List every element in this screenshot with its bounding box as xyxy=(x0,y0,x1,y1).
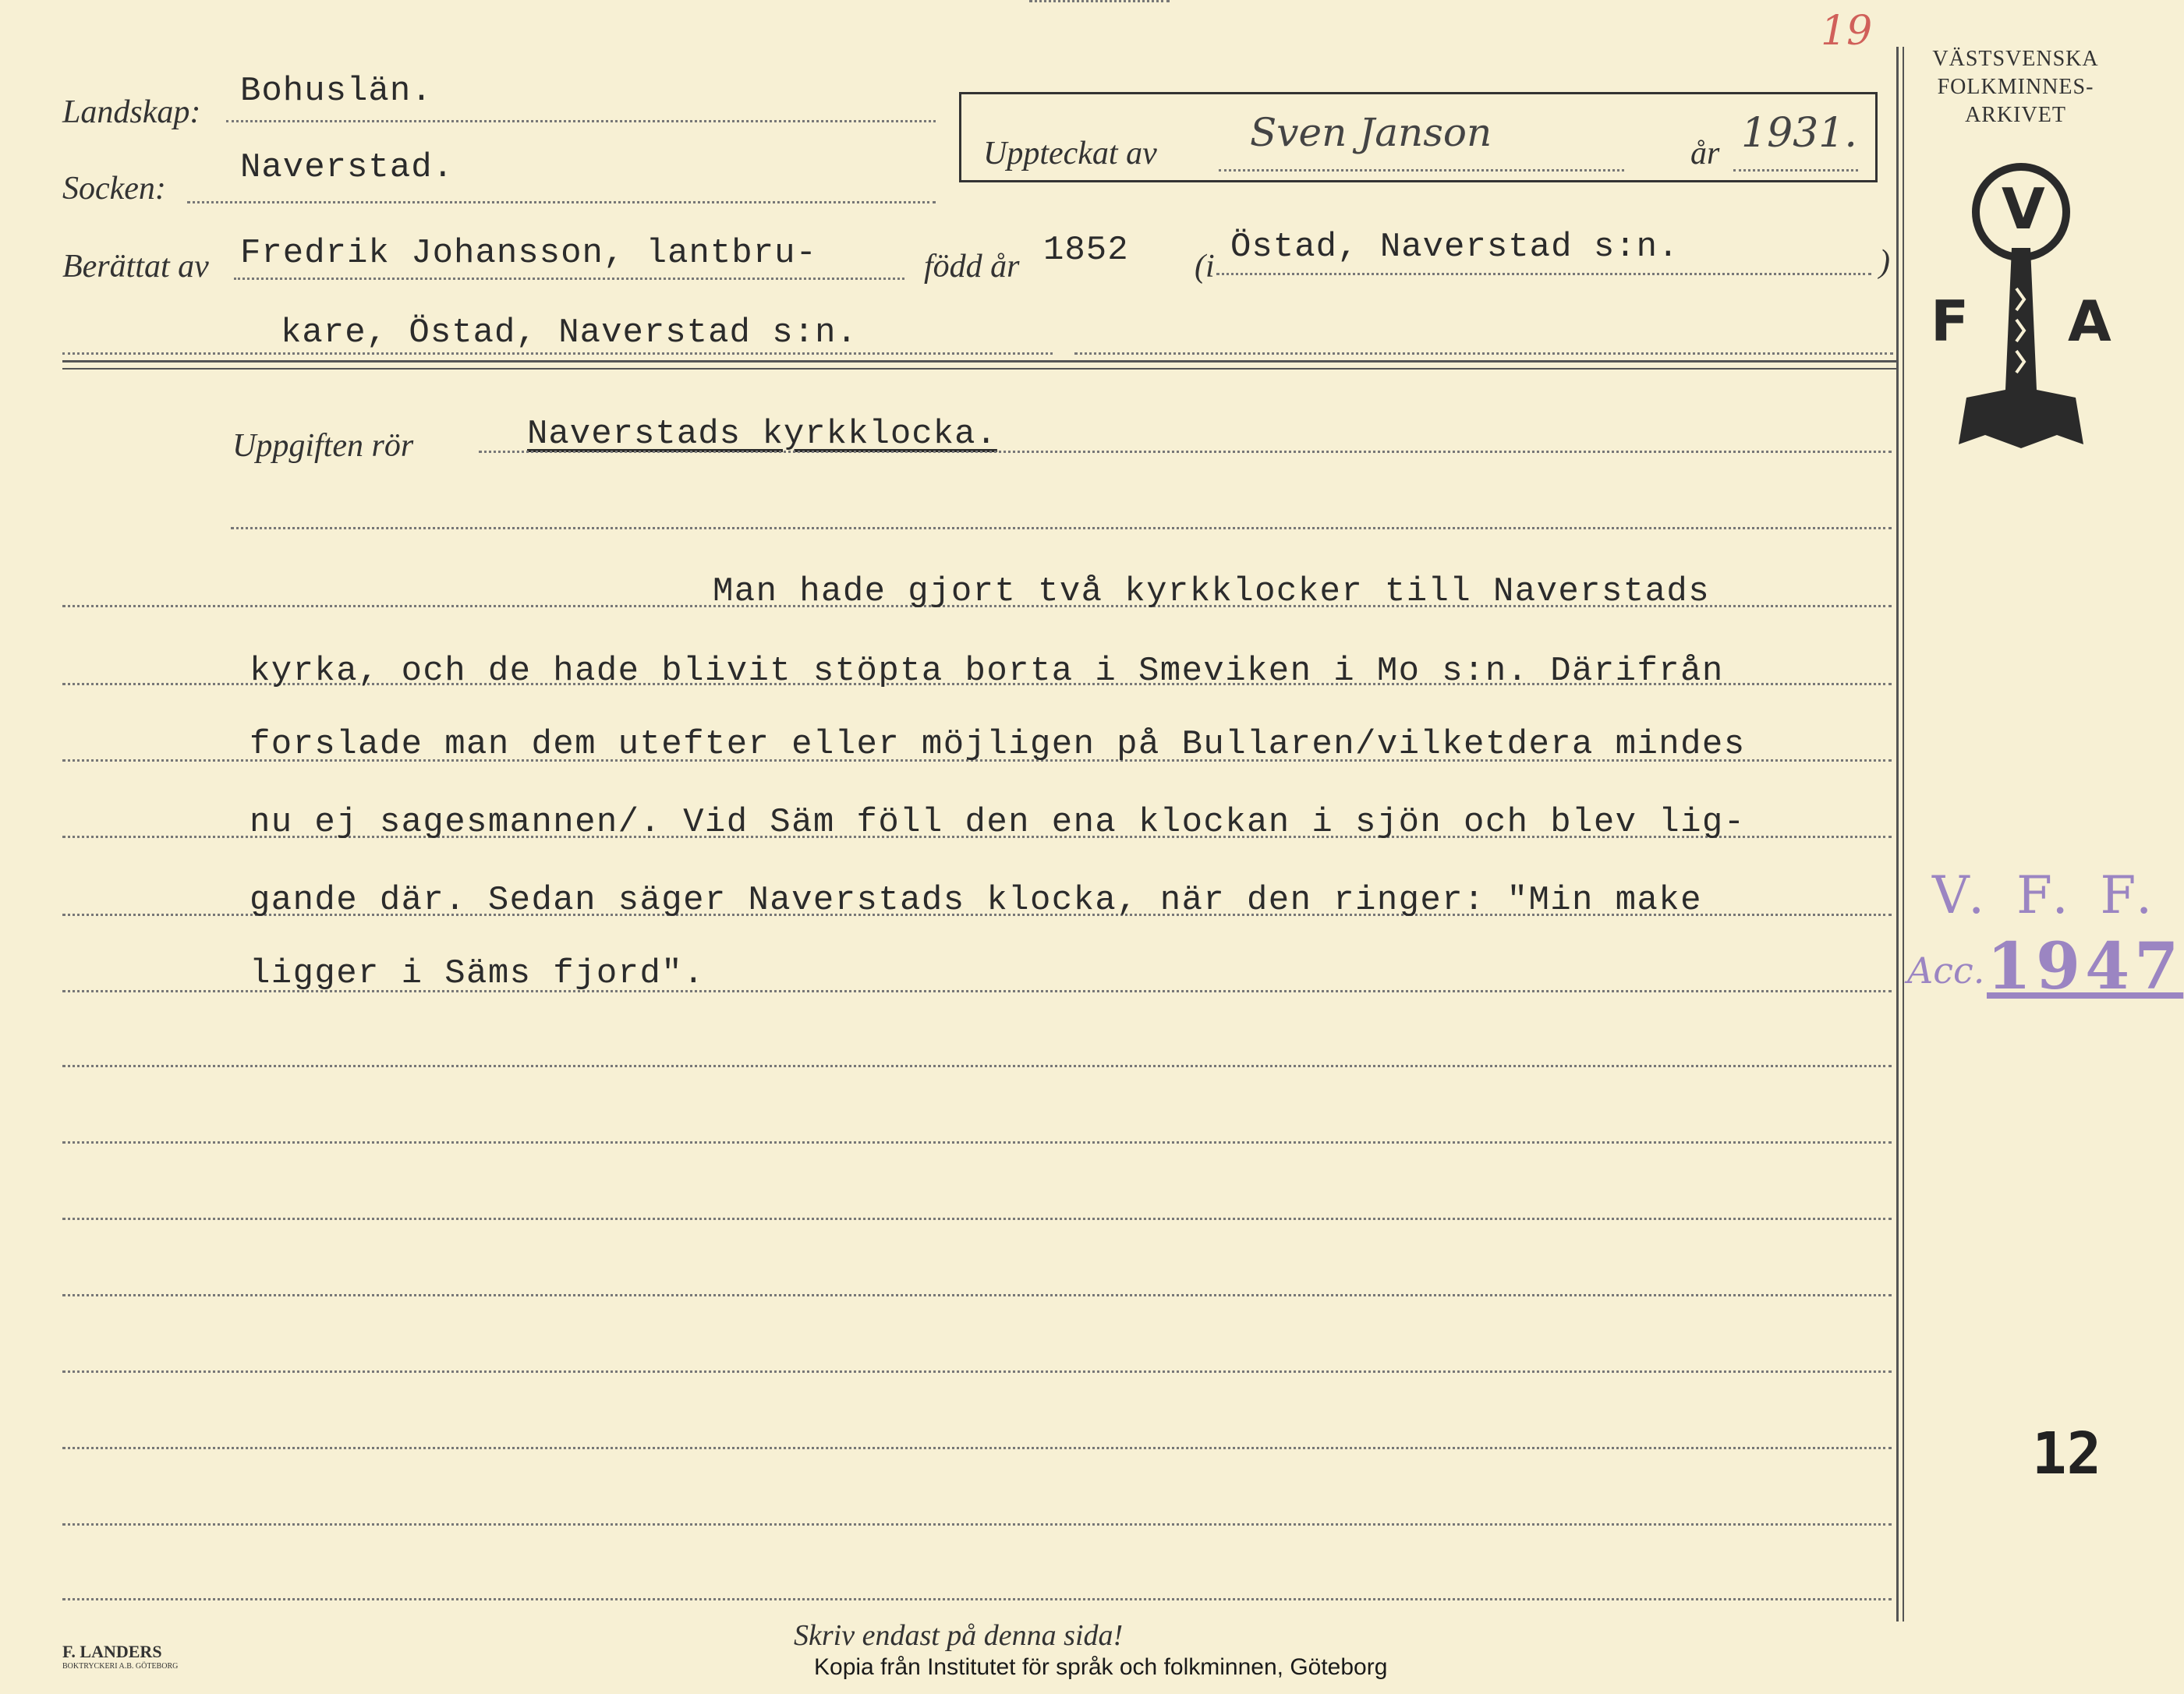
archive-line-2: FOLKMINNES- xyxy=(1937,75,2094,99)
ruled-line xyxy=(62,1065,1892,1067)
socken-value: Naverstad. xyxy=(240,148,455,187)
berattat-label: Berättat av xyxy=(62,249,209,285)
ruled-line xyxy=(62,1141,1892,1144)
printer-subtitle: BOKTRYCKERI A.B. GÖTEBORG xyxy=(62,1662,179,1671)
body-line-2: kyrka, och de hade blivit stöpta borta i Smeviken i Mo s:n. Därifrån xyxy=(250,652,1724,691)
header-rule-bottom xyxy=(62,368,1896,370)
printer-mark xyxy=(62,1642,178,1671)
berattat-value-1: Fredrik Johansson, lantbru- xyxy=(240,234,817,273)
right-margin-rule xyxy=(1896,47,1899,1622)
berattat-value-2: kare, Östad, Naverstad s:n. xyxy=(281,313,858,352)
socken-label: Socken: xyxy=(62,171,166,207)
ruled-line xyxy=(62,1523,1892,1526)
header-rule-top xyxy=(62,360,1896,362)
page-number: 12 xyxy=(2032,1420,2102,1487)
subject-line-2 xyxy=(231,527,1892,529)
ar-value: 1931. xyxy=(1741,110,1857,157)
fodd-value: 1852 xyxy=(1043,231,1129,270)
accession-prefix: Acc. xyxy=(1907,950,1985,992)
upptecknat-signature: Sven Janson xyxy=(1250,110,1492,155)
archive-logo xyxy=(1920,156,2122,452)
landskap-line xyxy=(226,120,936,122)
landskap-label: Landskap: xyxy=(62,94,201,130)
footer-copy-note: Kopia från Institutet för språk och folkminnen, Göteborg xyxy=(814,1654,1388,1680)
upptecknat-label: Uppteckat av xyxy=(983,136,1157,172)
body-line-1: Man hade gjort två kyrkklocker till Naverstads xyxy=(713,572,1710,611)
subject-label: Uppgiften rör xyxy=(232,428,414,464)
archive-line-1: VÄSTSVENSKA xyxy=(1932,47,2099,71)
fodd-line xyxy=(1029,0,1170,2)
i-value: Östad, Naverstad s:n. xyxy=(1230,228,1680,267)
fodd-label: född år xyxy=(924,249,1020,285)
ar-label: år xyxy=(1690,136,1720,172)
footer-instruction: Skriv endast på denna sida! xyxy=(794,1619,1124,1652)
ar-line xyxy=(1733,169,1858,172)
upptecknat-line xyxy=(1219,169,1624,172)
logo-letter-v: V xyxy=(2002,176,2045,242)
ruled-line xyxy=(62,1370,1892,1373)
ruled-line xyxy=(62,1598,1892,1600)
landskap-value: Bohuslän. xyxy=(240,72,433,111)
ruled-line xyxy=(62,1218,1892,1220)
subject-value: Naverstads kyrkklocka. xyxy=(527,415,997,454)
close-paren: ) xyxy=(1879,244,1890,280)
i-line xyxy=(1216,273,1871,275)
body-line-6: ligger i Säms fjord". xyxy=(250,954,705,993)
logo-letter-f: F xyxy=(1931,288,1970,354)
ruled-line xyxy=(62,1294,1892,1296)
vff-stamp: V. F. F. xyxy=(1932,865,2161,925)
socken-line xyxy=(187,201,936,203)
body-line-3: forslade man dem utefter eller möjligen på Bullaren/vilketdera mindes xyxy=(250,725,1746,764)
archive-line-3: ARKIVET xyxy=(1965,103,2066,127)
i-label: (i xyxy=(1195,249,1215,285)
body-line-5: gande där. Sedan säger Naverstads klocka, när den ringer: "Min make xyxy=(250,881,1702,920)
upptecknat-box xyxy=(959,92,1878,182)
right-margin-rule-inner xyxy=(1903,47,1904,1622)
corner-number: 19 xyxy=(1821,8,1873,55)
printer-name: F. LANDERS xyxy=(62,1642,162,1661)
berattat-line-1 xyxy=(234,278,904,280)
berattat-line-2 xyxy=(62,352,1053,355)
logo-letter-a: A xyxy=(2068,288,2111,354)
accession-number: 1947 xyxy=(1987,929,2184,1004)
archive-name xyxy=(1910,45,2121,129)
berattat-line-2b xyxy=(1074,352,1893,355)
subject-line xyxy=(479,451,1892,453)
body-line-4: nu ej sagesmannen/. Vid Säm föll den ena klockan i sjön och blev lig- xyxy=(250,803,1746,842)
ruled-line xyxy=(62,1447,1892,1449)
